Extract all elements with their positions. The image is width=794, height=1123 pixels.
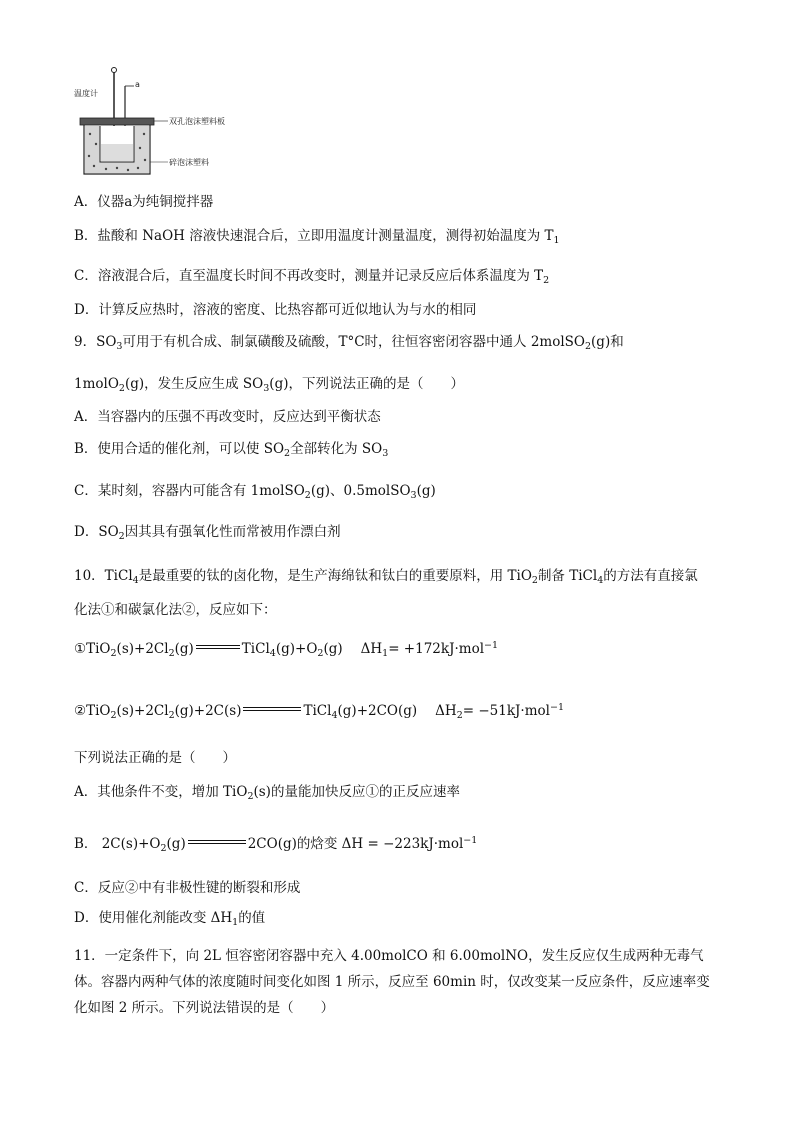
q10-option-d: D．使用催化剂能改变 $\Delta H_1$的值 (74, 910, 266, 928)
foam-label: 碎泡沫塑料 (169, 158, 209, 167)
stirrer-label: a (135, 80, 140, 89)
thermometer-label: 温度计 (74, 89, 98, 98)
q10-option-a: A．其他条件不变，增加 TiO$_2$(s)的量能加快反应①的正反应速率 (74, 784, 460, 802)
q11-stem-line3: 化如图 2 所示。下列说法错误的是（ ） (74, 1000, 335, 1016)
lid-label: 双孔泡沫塑料板 (169, 117, 225, 126)
q8-option-c: C．溶液混合后，直至温度长时间不再改变时，测量并记录反应后体系温度为 $T_2$ (74, 268, 550, 286)
equals-arrow (188, 840, 246, 844)
q11-stem-line2: 体。容器内两种气体的浓度随时间变化如图 1 所示，反应至 60min 时，仅改变某一反应条件，反应速率变 (74, 974, 710, 990)
q10-option-c: C．反应②中有非极性键的断裂和形成 (74, 880, 301, 896)
q9-stem-line1: 9．$SO_3$可用于有机合成、制氯磺酸及硫酸，T°C时，往恒容密闭容器中通人 2molSO$_2$(g)和 (74, 334, 624, 352)
q10-stem-question: 下列说法正确的是（ ） (74, 750, 236, 766)
q10-stem-line1: 10．TiCl$_4$是最重要的钛的卤化物，是生产海绵钛和钛白的重要原料，用 TiO$_2$制备 TiCl$_4$的方法有直接氯 (74, 568, 698, 586)
q10-reaction-2: $②TiO_2(s)+2Cl_2(g)+2C(s)$ TiCl$_4$(g)+2CO(g) $\Delta H_2= -51kJ\cdot mol^{-1}$ (74, 702, 564, 721)
q9-option-c: C．某时刻，容器内可能含有 1molSO$_2$(g)、0.5molSO$_3$(g) (74, 483, 436, 501)
q9-option-b: B．使用合适的催化剂，可以使 $SO_2$全部转化为 $SO_3$ (74, 441, 389, 459)
q10-reaction-1: $①TiO_2(s)+2Cl_2(g)$ $TiCl_4(g)+O_2(g)$ $\Delta H_1= +172kJ\cdot mol^{-1}$ (74, 640, 499, 659)
calorimeter-figure (70, 64, 230, 180)
q9-stem-line2: 1molO$_2$(g)，发生反应生成 $SO_3(g)$，下列说法正确的是（ ） (74, 376, 464, 394)
q8-option-d: D．计算反应热时，溶液的密度、比热容都可近似地认为与水的相同 (74, 302, 477, 318)
q11-stem-line1: 11．一定条件下，向 2L 恒容密闭容器中充入 4.00molCO 和 6.00molNO，发生反应仅生成两种无毒气 (74, 948, 704, 964)
q8-option-b: B．盐酸和 NaOH 溶液快速混合后，立即用温度计测量温度，测得初始温度为 $T_1$ (74, 228, 560, 246)
q9-option-d: D．$SO_2$因其具有强氧化性而常被用作漂白剂 (74, 524, 341, 542)
q8-option-a: A．仪器a为纯铜搅拌器 (74, 194, 214, 210)
equals-arrow (243, 707, 301, 711)
q9-option-a: A．当容器内的压强不再改变时，反应达到平衡状态 (74, 409, 381, 425)
q10-option-b: B． $2C(s)+O_2(g)$ 2CO(g)的焓变 ΔH = −223kJ·mol$^{-1}$ (74, 835, 478, 854)
q10-stem-line2: 化法①和碳氯化法②，反应如下： (74, 602, 277, 618)
equals-arrow (196, 645, 240, 649)
